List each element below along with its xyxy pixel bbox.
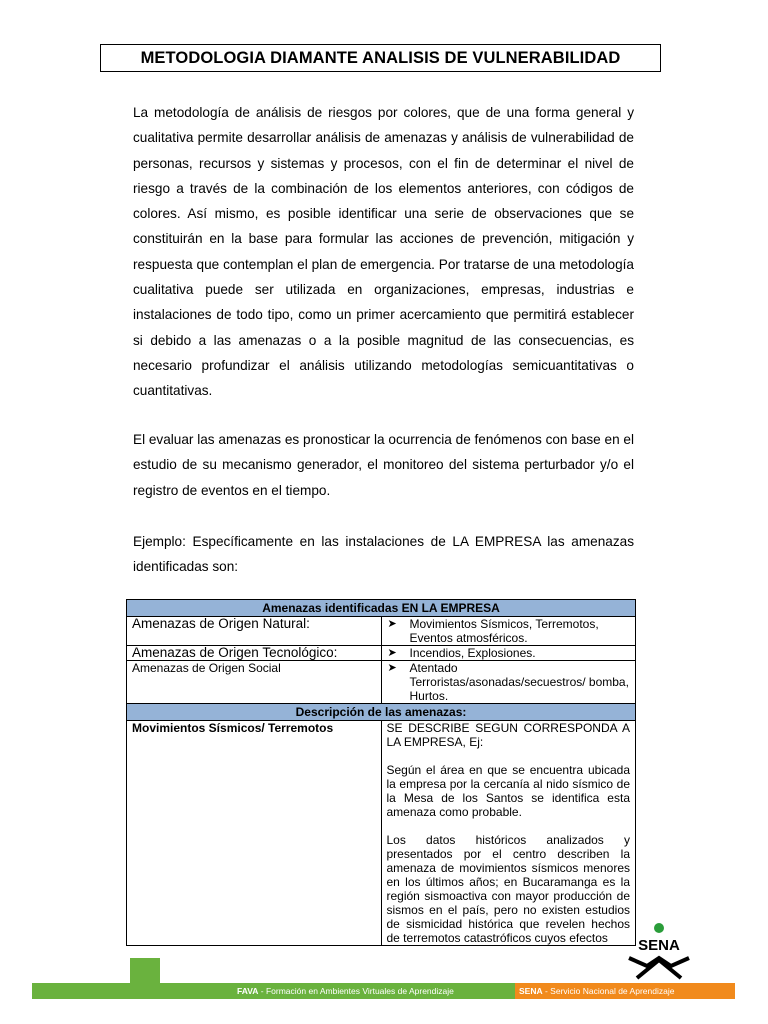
description-text [381,721,636,946]
paragraph-example: Ejemplo: Específicamente en las instalaciones de LA EMPRESA las amenazas identificadas son: [133,534,634,575]
footer-green-tab [130,958,160,984]
description-paragraph: Según el área en que se encuentra ubicada la empresa por la cercanía al nido sísmico de la Mesa de los Santos se identifica esta amenaza como probable. [386,763,630,819]
arrow-bullet-icon: ➤ [387,662,397,674]
table-header-threats: Amenazas identificadas EN LA EMPRESA [127,600,636,617]
row-value: ➤ Movimientos Sísmicos, Terremotos, Eventos atmosféricos. [381,617,636,646]
arrow-bullet-icon: ➤ [387,618,397,630]
page-title: METODOLOGIA DIAMANTE ANALISIS DE VULNERABILIDAD [100,44,661,72]
footer-fava-text: FAVA - Formación en Ambientes Virtuales de Aprendizaje [237,986,454,996]
arrow-bullet-icon: ➤ [387,647,397,659]
row-label: Amenazas de Origen Social [127,661,382,704]
footer-sena-text: SENA - Servicio Nacional de Aprendizaje [519,986,675,996]
table-header-description: Descripción de las amenazas: [127,704,636,721]
paragraph-intro: La metodología de análisis de riesgos por colores, que de una forma general y cualitativa permite desarrollar análisis de amenazas y análisis de vulnerabilidad de personas, recursos y sistemas y procesos, con el fin de determinar el nivel de riesgo a través de la combinación de los elementos anteriores, con códigos de colores. Así mismo, es posible identificar una serie de observaciones que se constituirán en la base para formular las acciones de prevención, mitigación y respuesta que contemplan el plan de emergencia. Por tratarse de una metodología cualitativa puede ser utilizada en organizaciones, empresas, industrias e instalaciones de todo tipo, como un primer acercamiento que permitirá establecer si debido a las amenazas o a la posible magnitud de las consecuencias, es necesario profundizar el análisis utilizando metodologías semicuantitativas o cuantitativas. [133,105,634,399]
description-paragraph: SE DESCRIBE SEGUN CORRESPONDA A LA EMPRESA, Ej: [386,721,630,749]
svg-text:SENA: SENA [638,937,680,954]
threats-table [126,599,636,946]
table-row [127,617,636,646]
row-label: Amenazas de Origen Natural: [127,617,382,646]
description-label: Movimientos Sísmicos/ Terremotos [127,721,382,946]
row-value: ➤ Incendios, Explosiones. [381,646,636,661]
row-value: ➤ Atentado Terroristas/asonadas/secuestros/ bomba, Hurtos. [381,661,636,704]
paragraph-evaluation: El evaluar las amenazas es pronosticar la ocurrencia de fenómenos con base en el estudio de su mecanismo generador, el monitoreo del sistema perturbador y/o el registro de eventos en el tiempo. [133,432,634,498]
description-paragraph: Los datos históricos analizados y presentados por el centro describen la amenaza de movimientos sísmicos menores en los últimos años; en Bucaramanga es la región sismoactiva con mayor producción de sismos en el país, pero no existen estudios de sismicidad histórica que revelen hechos de terremotos catastróficos cuyos efectos [386,833,630,945]
row-label: Amenazas de Origen Tecnológico: [127,646,382,661]
sena-logo-icon [623,922,695,980]
table-row [127,646,636,661]
table-row [127,721,636,946]
table-row [127,661,636,704]
